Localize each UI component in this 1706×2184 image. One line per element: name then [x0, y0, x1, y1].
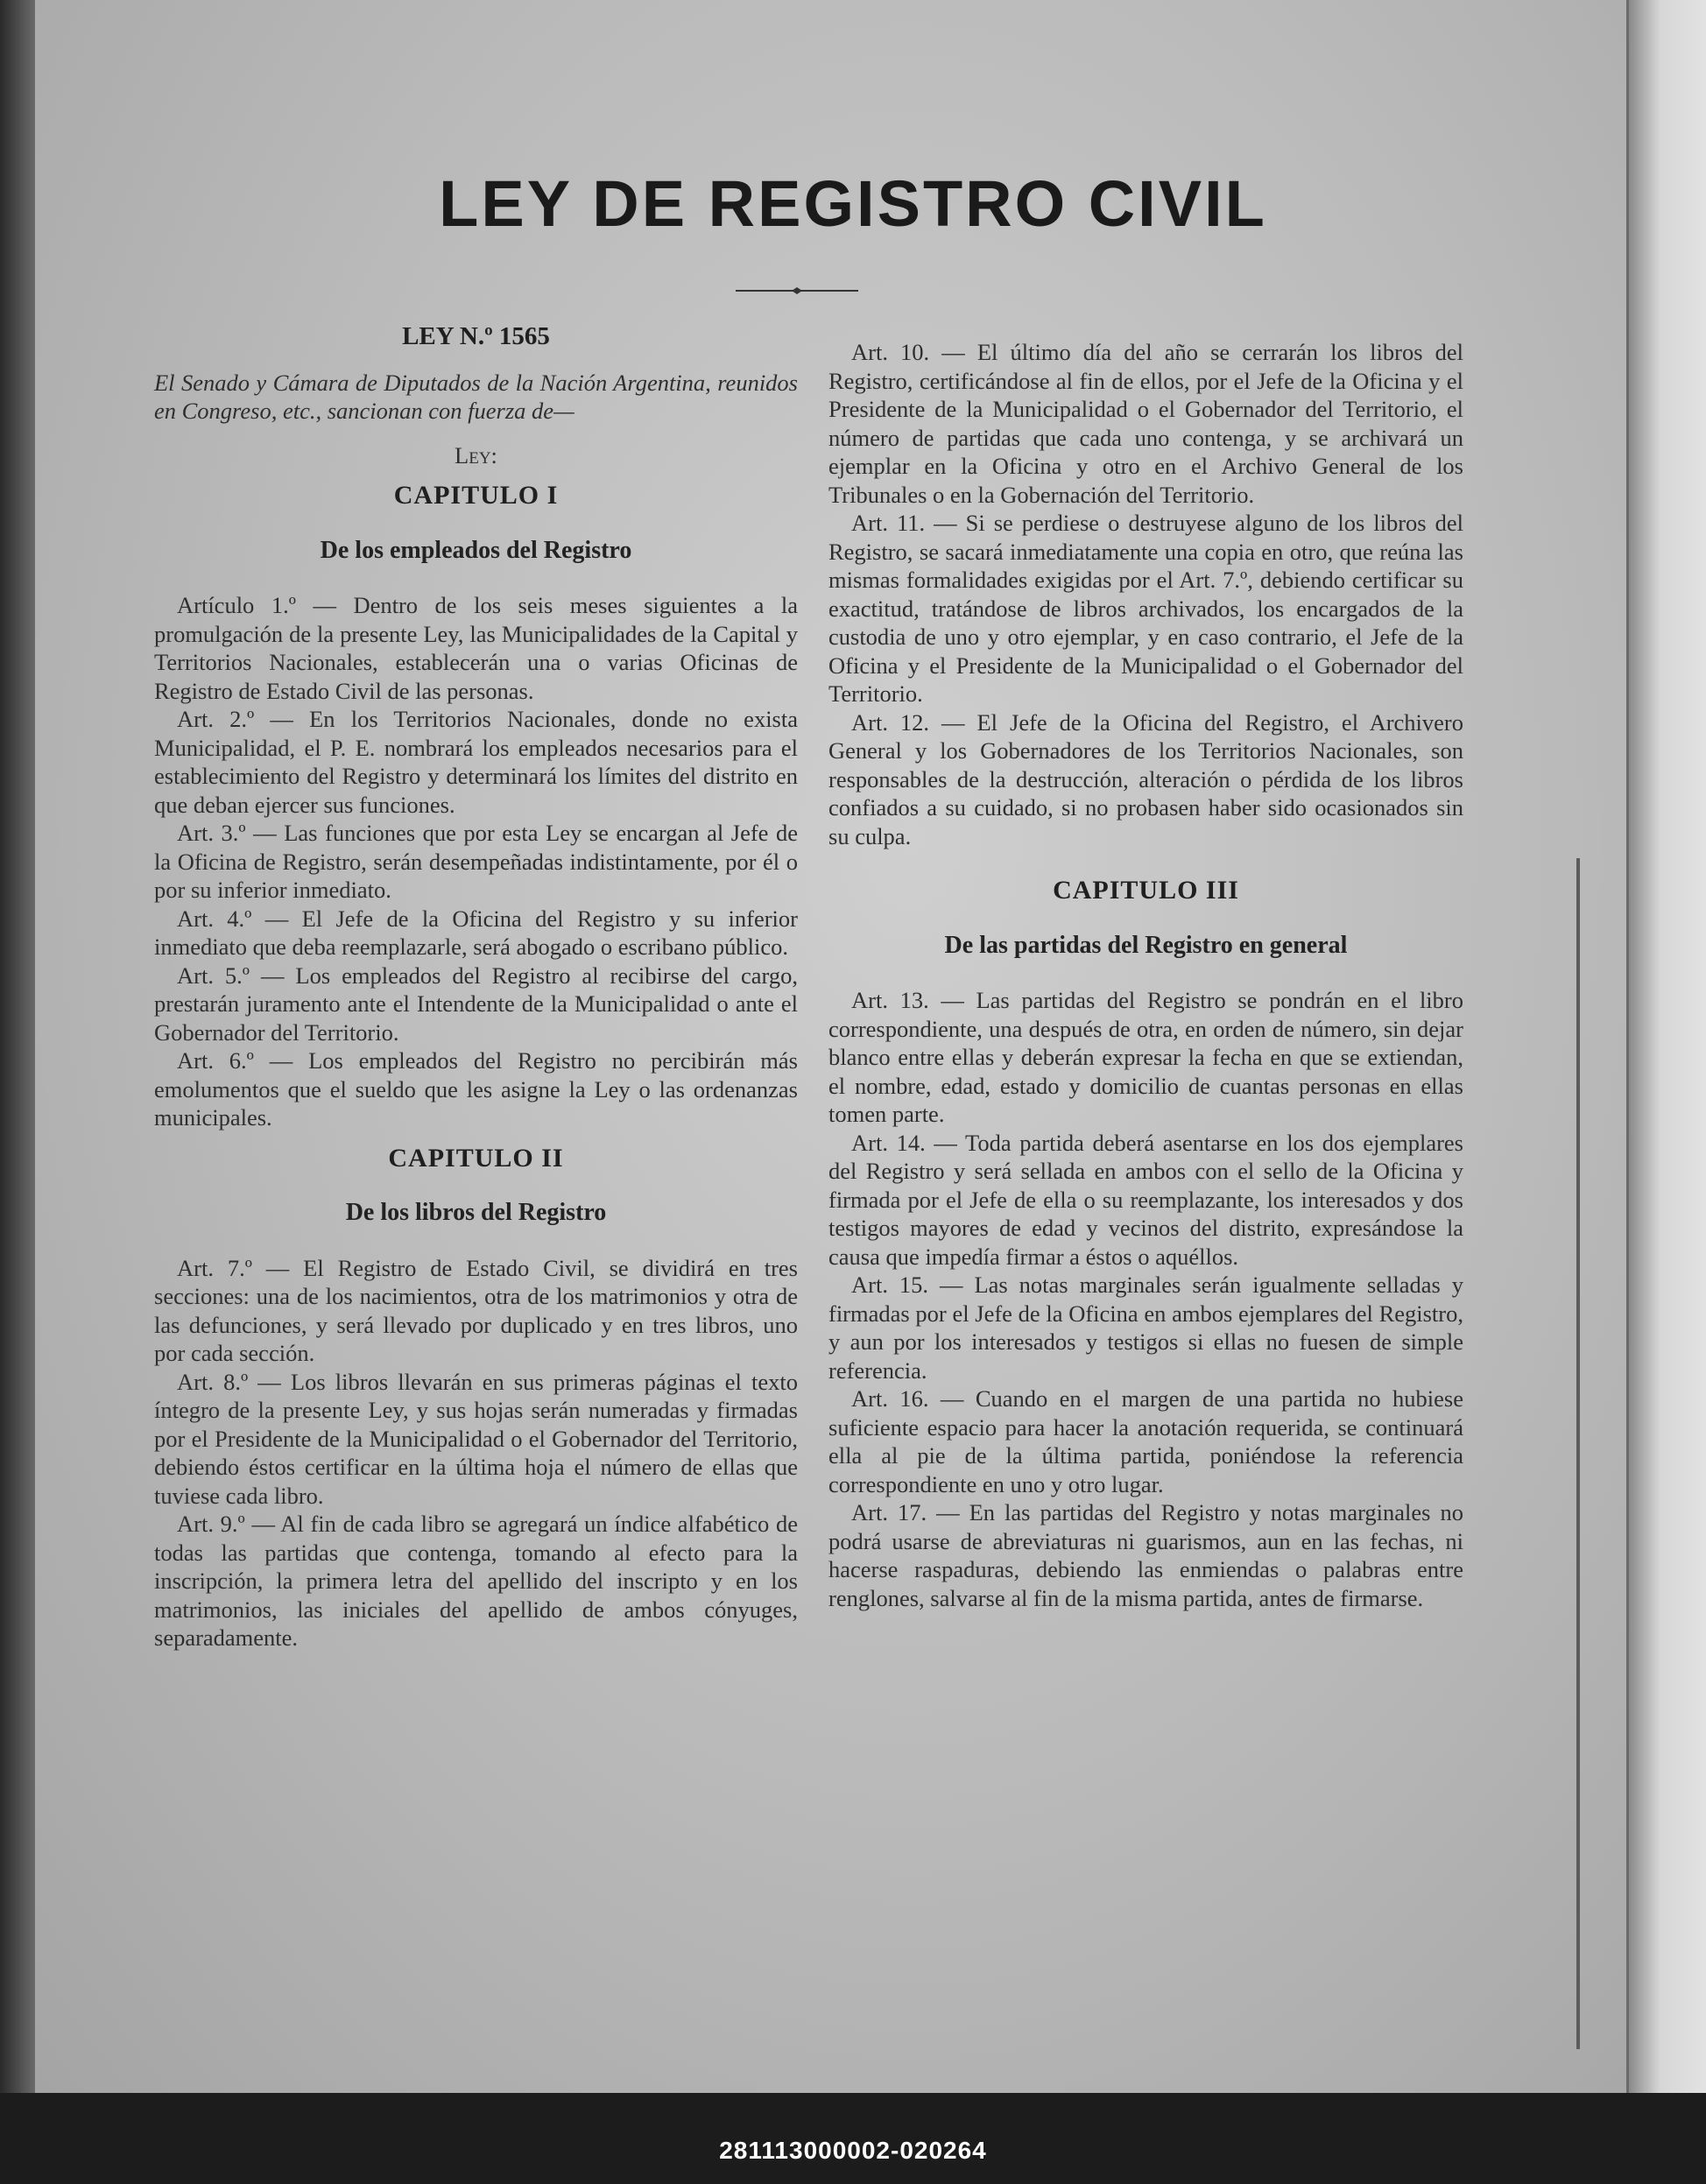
image-code-caption: 281113000002-020264 — [719, 2137, 987, 2164]
preamble: El Senado y Cámara de Diputados de la Nación Argentina, reunidos en Congreso, etc., sancionan con fuerza de— — [154, 369, 798, 424]
ley-label: Ley: — [455, 441, 497, 469]
document-title: LEY DE REGISTRO CIVIL — [439, 167, 1267, 240]
article-paragraph: Art. 6.º — Los empleados del Registro no percibirán más emolumentos que el sueldo que les asigne la Ley o las ordenanzas municipales. — [154, 1047, 798, 1131]
article-paragraph: Art. 11. — Si se perdiese o destruyese alguno de los libros del Registro, se sacará inmediatamente una copia en otro, que reúna las mismas formalidades exigidas por el Art. 7.º, debiendo certificar su exactitud, tratándose de libros archivados, los encargados de la custodia de uno y otro ejemplar, y en caso contrario, el Jefe de la Oficina y el Presidente de la Municipalidad o el Gobernador del Territorio. — [828, 510, 1463, 707]
article-paragraph: Art. 17. — En las partidas del Registro y notas marginales no podrá usarse de abreviaturas ni guarismos, aun en las fechas, ni hacerse raspaduras, debiendo las enmiendas o palabras entre renglones, salvarse al fin de la misma partida, antes de firmarse. — [828, 1499, 1463, 1611]
article-paragraph: Art. 12. — El Jefe de la Oficina del Registro, el Archivero General y los Gobernadores de los Territorios Nacionales, son responsables de la destrucción, alteración o pérdida de los libros confiados a su cuidado, si no probasen haber sido ocasionados sin su culpa. — [828, 708, 1463, 849]
chapter-subtitle: De las partidas del Registro en general — [944, 931, 1348, 959]
article-paragraph: Art. 15. — Las notas marginales serán igualmente selladas y firmadas por el Jefe de la Oficina en ambos ejemplares del Registro, y aun por los interesados y testigos si ellas no fuesen de simple referencia. — [828, 1272, 1463, 1384]
left-column — [154, 317, 798, 1652]
chapter-subtitle: De los libros del Registro — [345, 1199, 607, 1226]
article-paragraph: Art. 13. — Las partidas del Registro se pondrán en el libro correspondiente, una después de otra, en orden de número, sin dejar blanco entre ellas y deberán expresar la fecha en que se extiendan, el nombre, edad, estado y domicilio de cuantas personas en ellas tomen parte. — [828, 987, 1463, 1127]
title-ornament-divider — [736, 285, 858, 296]
article-paragraph: Art. 9.º — Al fin de cada libro se agregará un índice alfabético de todas las partidas que contenga, tomando al efecto para la inscripción, la primera letra del apellido del inscripto y en los matrimonios, las iniciales del apellido de ambos cónyuges, separadamente. — [154, 1511, 798, 1651]
law-number: LEY N.º 1565 — [402, 322, 550, 350]
article-paragraph: Art. 8.º — Los libros llevarán en sus primeras páginas el texto íntegro de la presente Ley, y sus hojas serán numeradas y firmadas por el Presidente de la Municipalidad o el Gobernador del Territorio, debiendo éstos certificar en la última hoja el número de ellas que tuviese cada libro. — [154, 1368, 798, 1509]
article-paragraph: Art. 5.º — Los empleados del Registro al recibirse del cargo, prestarán juramento ante el Intendente de la Municipalidad o ante el Gobernador del Territorio. — [154, 962, 798, 1046]
page-edge — [1629, 0, 1706, 2093]
chapter-heading: CAPITULO I — [393, 481, 559, 510]
article-paragraph: Art. 7.º — El Registro de Estado Civil, se dividirá en tres secciones: una de los nacimientos, otra de los matrimonios y otra de las defunciones, y será llevado por duplicado y en tres libros, uno por cada sección. — [154, 1254, 798, 1366]
article-paragraph: Art. 14. — Toda partida deberá asentarse en los dos ejemplares del Registro y será sellada en ambos con el sello de la Oficina y firmada por el Jefe de ella o su reemplazante, los interesados y dos testigos mayores de edad y vecinos del distrito, expresándose la causa que impedía firmar a éstos o aquéllos. — [828, 1129, 1463, 1270]
page-fold-line — [1576, 858, 1580, 2049]
right-column — [828, 338, 1463, 1612]
article-paragraph: Art. 4.º — El Jefe de la Oficina del Registro y su inferior inmediato que deba reemplazarle, será abogado o escribano público. — [154, 905, 798, 960]
article-paragraph: Artículo 1.º — Dentro de los seis meses siguientes a la promulgación de la presente Ley, las Municipalidades de la Capital y Territorios Nacionales, establecerán una o varias Oficinas de Registro de Estado Civil de las personas. — [154, 592, 798, 704]
article-paragraph: Art. 3.º — Las funciones que por esta Ley se encargan al Jefe de la Oficina de Registro, serán desempeñadas indistintamente, por él o por su inferior inmediato. — [154, 820, 798, 903]
article-paragraph: Art. 10. — El último día del año se cerrarán los libros del Registro, certificándose al fin de ellos, por el Jefe de la Oficina y el Presidente de la Municipalidad o el Gobernador del Territorio, el número de partidas que cada uno contenga, y se archivará un ejemplar en la Oficina y otro en el Archivo General de los Tribunales o en la Gobernación del Territorio. — [828, 339, 1463, 508]
article-paragraph: Art. 2.º — En los Territorios Nacionales, donde no exista Municipalidad, el P. E. nombrará los empleados necesarios para el establecimiento del Registro y determinará los límites del distrito en que deban ejercer sus funciones. — [154, 706, 798, 818]
chapter-heading: CAPITULO III — [1053, 876, 1239, 905]
chapter-heading: CAPITULO II — [388, 1143, 564, 1173]
chapter-subtitle: De los empleados del Registro — [320, 536, 632, 564]
article-paragraph: Art. 16. — Cuando en el margen de una partida no hubiese suficiente espacio para hacer la anotación requerida, se continuará ella al pie de la última partida, poniéndose la referencia correspondiente en uno y otro lugar. — [828, 1385, 1463, 1497]
